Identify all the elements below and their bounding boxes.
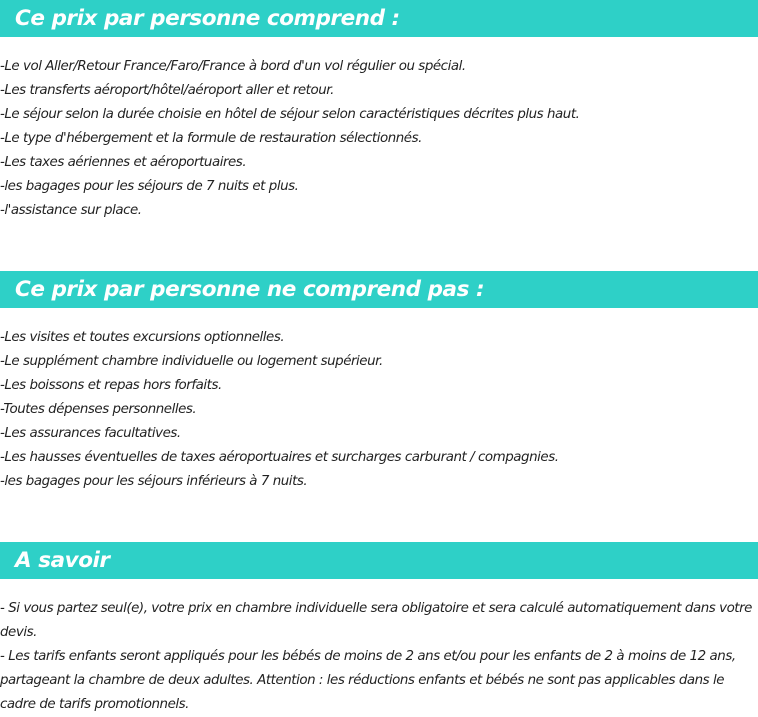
list-item: -Les hausses éventuelles de taxes aéroportuaires et surcharges carburant / compagnies. — [0, 450, 559, 465]
section-title-included: Ce prix par personne comprend : — [15, 6, 400, 31]
section-header-included — [0, 0, 758, 37]
list-item: -Le séjour selon la durée choisie en hôtel de séjour selon caractéristiques décrites plus haut. — [0, 107, 580, 122]
list-item: -les bagages pour les séjours inférieurs à 7 nuits. — [0, 474, 308, 489]
list-item: -Le type d'hébergement et la formule de restauration sélectionnés. — [0, 131, 422, 146]
section-title-not-included: Ce prix par personne ne comprend pas : — [15, 277, 485, 302]
list-item: -Les visites et toutes excursions optionnelles. — [0, 330, 285, 345]
section-header-good-to-know — [0, 542, 758, 579]
list-item: -Les transferts aéroport/hôtel/aéroport aller et retour. — [0, 83, 334, 98]
list-item: -Les assurances facultatives. — [0, 426, 181, 441]
list-item: -Le supplément chambre individuelle ou logement supérieur. — [0, 354, 383, 369]
info-paragraph-child-rates: - Les tarifs enfants seront appliqués pour les bébés de moins de 2 ans et/ou pour les enfants de 2 à moins de 12 ans, partageant la chambre de deux adultes. Attention : les réductions enfants et bébés ne sont pas applicables dans le cadre de tarifs promotionnels. — [0, 649, 736, 712]
list-item: -Toutes dépenses personnelles. — [0, 402, 197, 417]
section-title-good-to-know: A savoir — [15, 548, 110, 573]
list-item: -Les taxes aériennes et aéroportuaires. — [0, 155, 247, 170]
info-paragraph-single-room: - Si vous partez seul(e), votre prix en chambre individuelle sera obligatoire et sera calculé automatiquement dans votre devis. — [0, 601, 752, 640]
section-header-not-included — [0, 271, 758, 308]
not-included-list — [0, 326, 758, 494]
list-item: -l'assistance sur place. — [0, 203, 142, 218]
included-list — [0, 55, 758, 223]
list-item: -Les boissons et repas hors forfaits. — [0, 378, 222, 393]
list-item: -Le vol Aller/Retour France/Faro/France à bord d'un vol régulier ou spécial. — [0, 59, 466, 74]
list-item: -les bagages pour les séjours de 7 nuits et plus. — [0, 179, 299, 194]
